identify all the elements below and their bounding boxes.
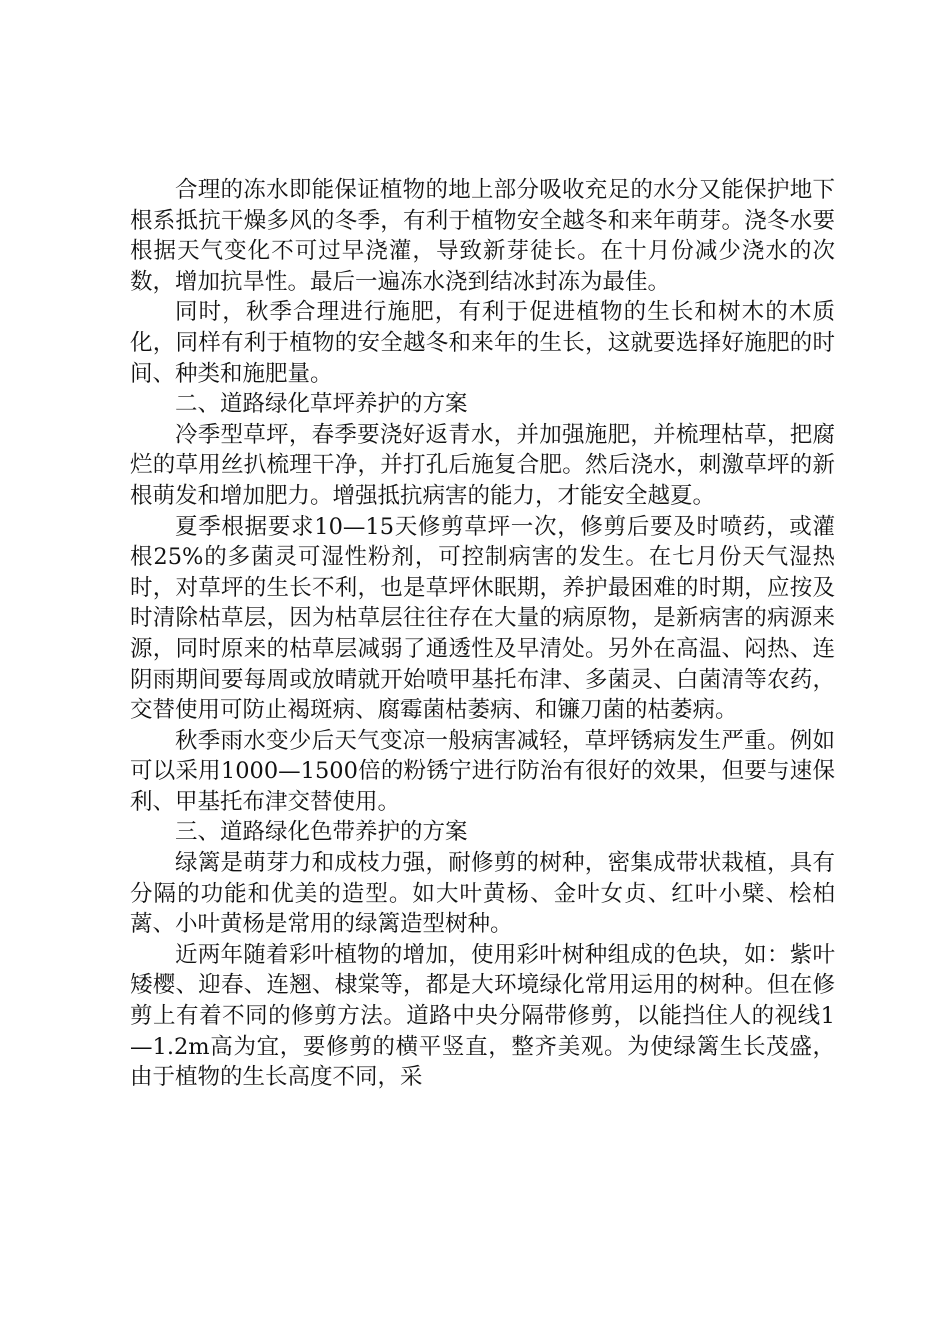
paragraph-winter-watering: 合理的冻水即能保证植物的地上部分吸收充足的水分又能保护地下根系抵抗干燥多风的冬季，有利于植物安全越冬和来年萌芽。浇冬水要根据天气变化不可过早浇灌，导致新芽徒长。在十月份减少浇水的次数，增加抗旱性。最后一遍冻水浇到结冰封冻为最佳。 (130, 177, 835, 295)
section-heading-lawn-maintenance: 二、道路绿化草坪养护的方案 (175, 391, 468, 418)
paragraph-cool-season-lawn: 冷季型草坪，春季要浇好返青水，并加强施肥，并梳理枯草，把腐烂的草用丝扒梳理干净，并打孔后施复合肥。然后浇水，刺激草坪的新根萌发和增加肥力。增强抵抗病害的能力，才能安全越夏。 (130, 421, 835, 509)
paragraph-autumn-fertilizing: 同时，秋季合理进行施肥，有利于促进植物的生长和树木的木质化，同样有利于植物的安全越冬和来年的生长，这就要选择好施肥的时间、种类和施肥量。 (130, 299, 835, 387)
paragraph-hedge-species: 绿篱是萌芽力和成枝力强，耐修剪的树种，密集成带状栽植，具有分隔的功能和优美的造型。如大叶黄杨、金叶女贞、红叶小檗、桧柏蓠、小叶黄杨是常用的绿篱造型树种。 (130, 850, 835, 938)
paragraph-summer-lawn: 夏季根据要求10—15天修剪草坪一次，修剪后要及时喷药，或灌根25%的多菌灵可湿性粉剂，可控制病害的发生。在七月份天气湿热时，对草坪的生长不利，也是草坪休眠期，养护最困难的时期，应按及时清除枯草层，因为枯草层往往存在大量的病原物，是新病害的病源来源，同时原来的枯草层减弱了通透性及早清处。另外在高温、闷热、连阴雨期间要每周或放晴就开始喷甲基托布津、多菌灵、白菌清等农药，交替使用可防止褐斑病、腐霉菌枯萎病、和镰刀菌的枯萎病。 (130, 513, 835, 724)
paragraph-colored-leaf-plants: 近两年随着彩叶植物的增加，使用彩叶树种组成的色块，如：紫叶矮樱、迎春、连翘、棣棠等，都是大环境绿化常用运用的树种。但在修剪上有着不同的修剪方法。道路中央分隔带修剪，以能挡住人的视线1—1.2m高为宜，要修剪的横平竖直，整齐美观。为使绿篱生长茂盛，由于植物的生长高度不同，采 (130, 941, 835, 1091)
document-body (130, 175, 835, 1093)
section-heading-color-belt-maintenance: 三、道路绿化色带养护的方案 (175, 819, 468, 846)
paragraph-autumn-lawn: 秋季雨水变少后天气变凉一般病害减轻，草坪锈病发生严重。例如可以采用1000—1500倍的粉锈宁进行防治有很好的效果，但要与速保利、甲基托布津交替使用。 (130, 727, 835, 815)
